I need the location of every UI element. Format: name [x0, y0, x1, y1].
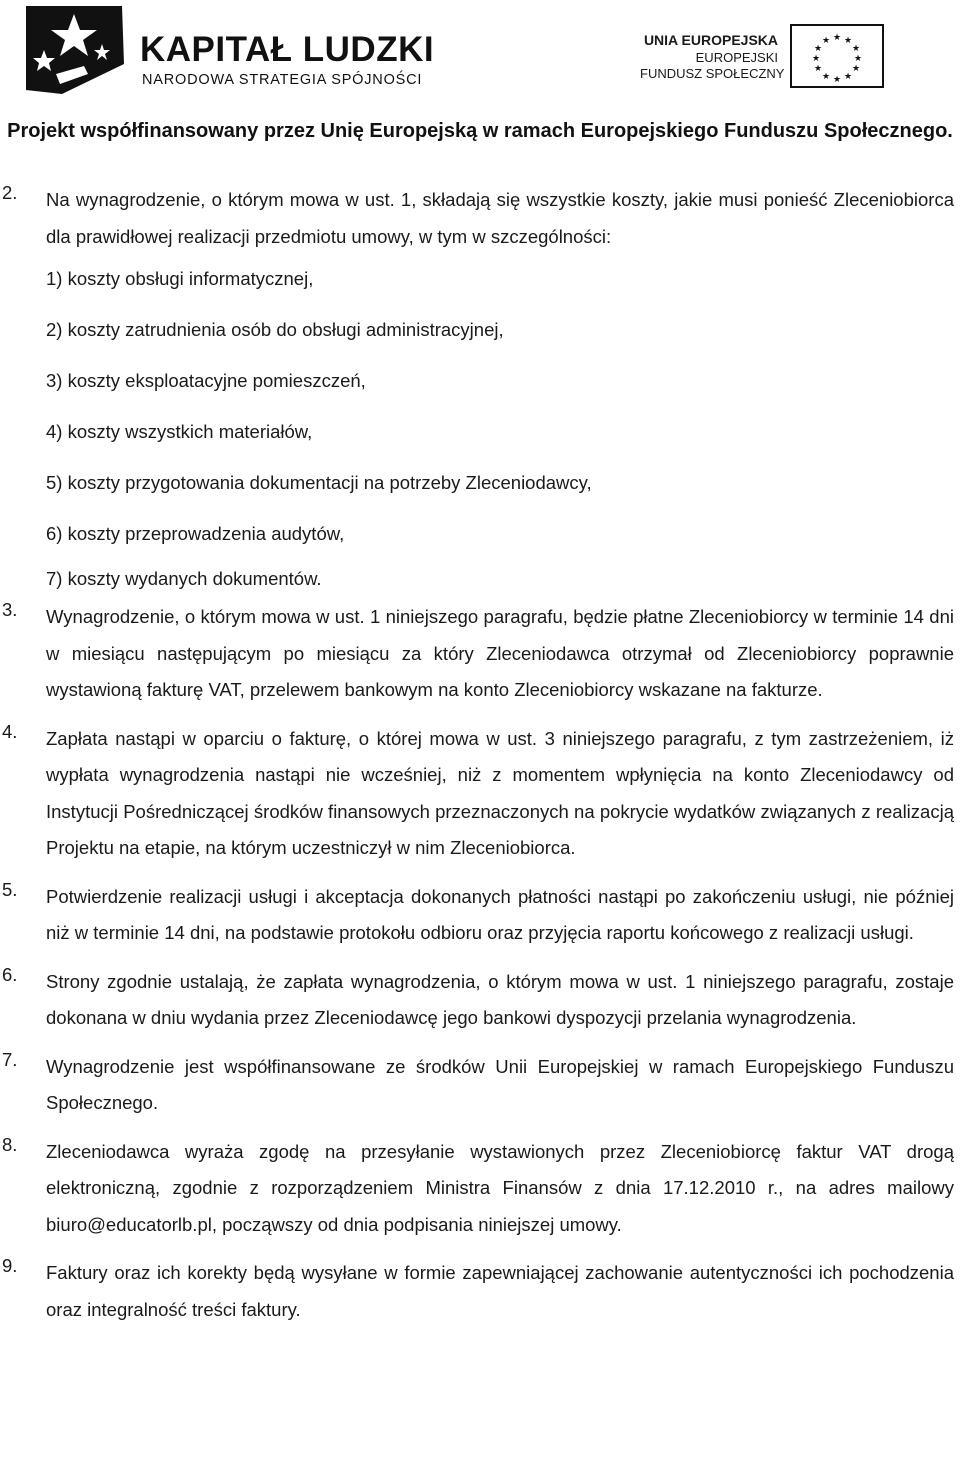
point-text: Faktury oraz ich korekty będą wysyłane w formie zapewniającej zachowanie autentyczności ich pochodzenia oraz integralność treści faktury.	[46, 1262, 954, 1320]
cost-list	[0, 253, 960, 599]
svg-text:★: ★	[821, 72, 831, 82]
svg-text:★: ★	[832, 75, 842, 85]
svg-text:★: ★	[851, 64, 861, 74]
paragraph-point	[0, 721, 960, 867]
paragraph-point	[0, 599, 960, 709]
point-text: Strony zgodnie ustalają, że zapłata wynagrodzenia, o którym mowa w ust. 1 niniejszego paragrafu, zostaje dokonana w dniu wydania przez Zleceniodawcę jego bankowi dyspozycji przelania wynagrodzenia.	[46, 970, 954, 1028]
eu-flag-icon	[790, 24, 884, 88]
point-text: Wynagrodzenie, o którym mowa w ust. 1 niniejszego paragrafu, będzie płatne Zleceniobiorcy w terminie 14 dni w miesiącu następującym po miesiącu za który Zleceniodawca otrzymał od Zleceniobiorcy poprawnie wystawioną fakturę VAT, przelewem bankowym na konto Zleceniobiorcy wskazane na fakturze.	[46, 606, 954, 700]
cost-item: 2) koszty zatrudnienia osób do obsługi administracyjnej,	[46, 319, 504, 340]
kapital-ludzki-subtitle: NARODOWA STRATEGIA SPÓJNOŚCI	[142, 72, 423, 88]
paragraph-point	[0, 1134, 960, 1244]
kapital-ludzki-title: KAPITAŁ LUDZKI	[140, 30, 435, 69]
point-number: 4.	[2, 720, 18, 742]
svg-text:★: ★	[853, 54, 863, 64]
point-number: 7.	[2, 1048, 18, 1070]
svg-text:★: ★	[832, 33, 842, 43]
point-number: 9.	[2, 1255, 18, 1276]
point-number: 3.	[2, 599, 18, 620]
cost-item: 1) koszty obsługi informatycznej,	[46, 268, 314, 289]
cost-item: 4) koszty wszystkich materiałów,	[46, 421, 313, 442]
svg-text:★: ★	[813, 64, 823, 74]
cost-item: 7) koszty wydanych dokumentów.	[46, 568, 322, 589]
point-text: Potwierdzenie realizacji usługi i akceptacja dokonanych płatności nastąpi po zakończeniu usługi, nie później niż w terminie 14 dni, na podstawie protokołu odbioru oraz przyjęcia raportu końcowego z realizacji usługi.	[46, 885, 954, 943]
cost-item: 5) koszty przygotowania dokumentacji na potrzeby Zleceniodawcy,	[46, 472, 592, 493]
point-number: 6.	[2, 963, 18, 985]
svg-text:★: ★	[811, 54, 821, 64]
point-text: Zleceniodawca wyraża zgodę na przesyłanie wystawionych przez Zleceniobiorcę faktur VAT drogą elektroniczną, zgodnie z rozporządzeniem Ministra Finansów z dnia 17.12.2010 r., na adres mailowy biuro@educatorlb.pl, począwszy od dnia podpisania niniejszej umowy.	[46, 1140, 954, 1235]
svg-text:★: ★	[821, 36, 831, 46]
project-cofinancing-line: Projekt współfinansowany przez Unię Europejską w ramach Europejskiego Funduszu Społecznego.	[7, 120, 953, 142]
point-number: 5.	[2, 878, 18, 900]
paragraph-point	[0, 964, 960, 1037]
document-header	[0, 0, 960, 160]
paragraph-point	[0, 182, 960, 255]
svg-text:★: ★	[843, 36, 853, 46]
paragraph-point	[0, 1255, 960, 1328]
cost-item: 3) koszty eksploatacyjne pomieszczeń,	[46, 370, 366, 391]
svg-text:★: ★	[843, 72, 853, 82]
kapital-ludzki-logo-icon	[22, 4, 128, 96]
eu-fund-label-1: EUROPEJSKI	[695, 50, 778, 65]
point-text: Na wynagrodzenie, o którym mowa w ust. 1, składają się wszystkie koszty, jakie musi ponieść Zleceniobiorca dla prawidłowej realizacji przedmiotu umowy, w tym w szczególności:	[46, 189, 954, 247]
point-text: Zapłata nastąpi w oparciu o fakturę, o której mowa w ust. 3 niniejszego paragrafu, z tym zastrzeżeniem, iż wypłata wynagrodzenia nastąpi nie wcześniej, niż z momentem wpłynięcia na konto Zleceniodawcy od Instytucji Pośredniczącej środków finansowych przeznaczonych na pokrycie wydatków związanych z realizacją Projektu na etapie, na którym uczestniczył w nim Zleceniobiorca.	[46, 727, 954, 858]
document-body	[0, 182, 960, 1328]
eu-label	[640, 32, 785, 81]
paragraph-point	[0, 879, 960, 952]
cost-item: 6) koszty przeprowadzenia audytów,	[46, 523, 345, 544]
point-number: 2.	[2, 182, 18, 203]
point-text: Wynagrodzenie jest współfinansowane ze środków Unii Europejskiej w ramach Europejskiego Funduszu Społecznego.	[46, 1055, 954, 1113]
eu-union-label: UNIA EUROPEJSKA	[643, 32, 778, 48]
svg-text:★: ★	[813, 44, 823, 54]
paragraph-point	[0, 1049, 960, 1122]
point-number: 8.	[2, 1133, 18, 1155]
eu-fund-label-2: FUNDUSZ SPOŁECZNY	[640, 66, 785, 81]
svg-text:★: ★	[851, 44, 861, 54]
